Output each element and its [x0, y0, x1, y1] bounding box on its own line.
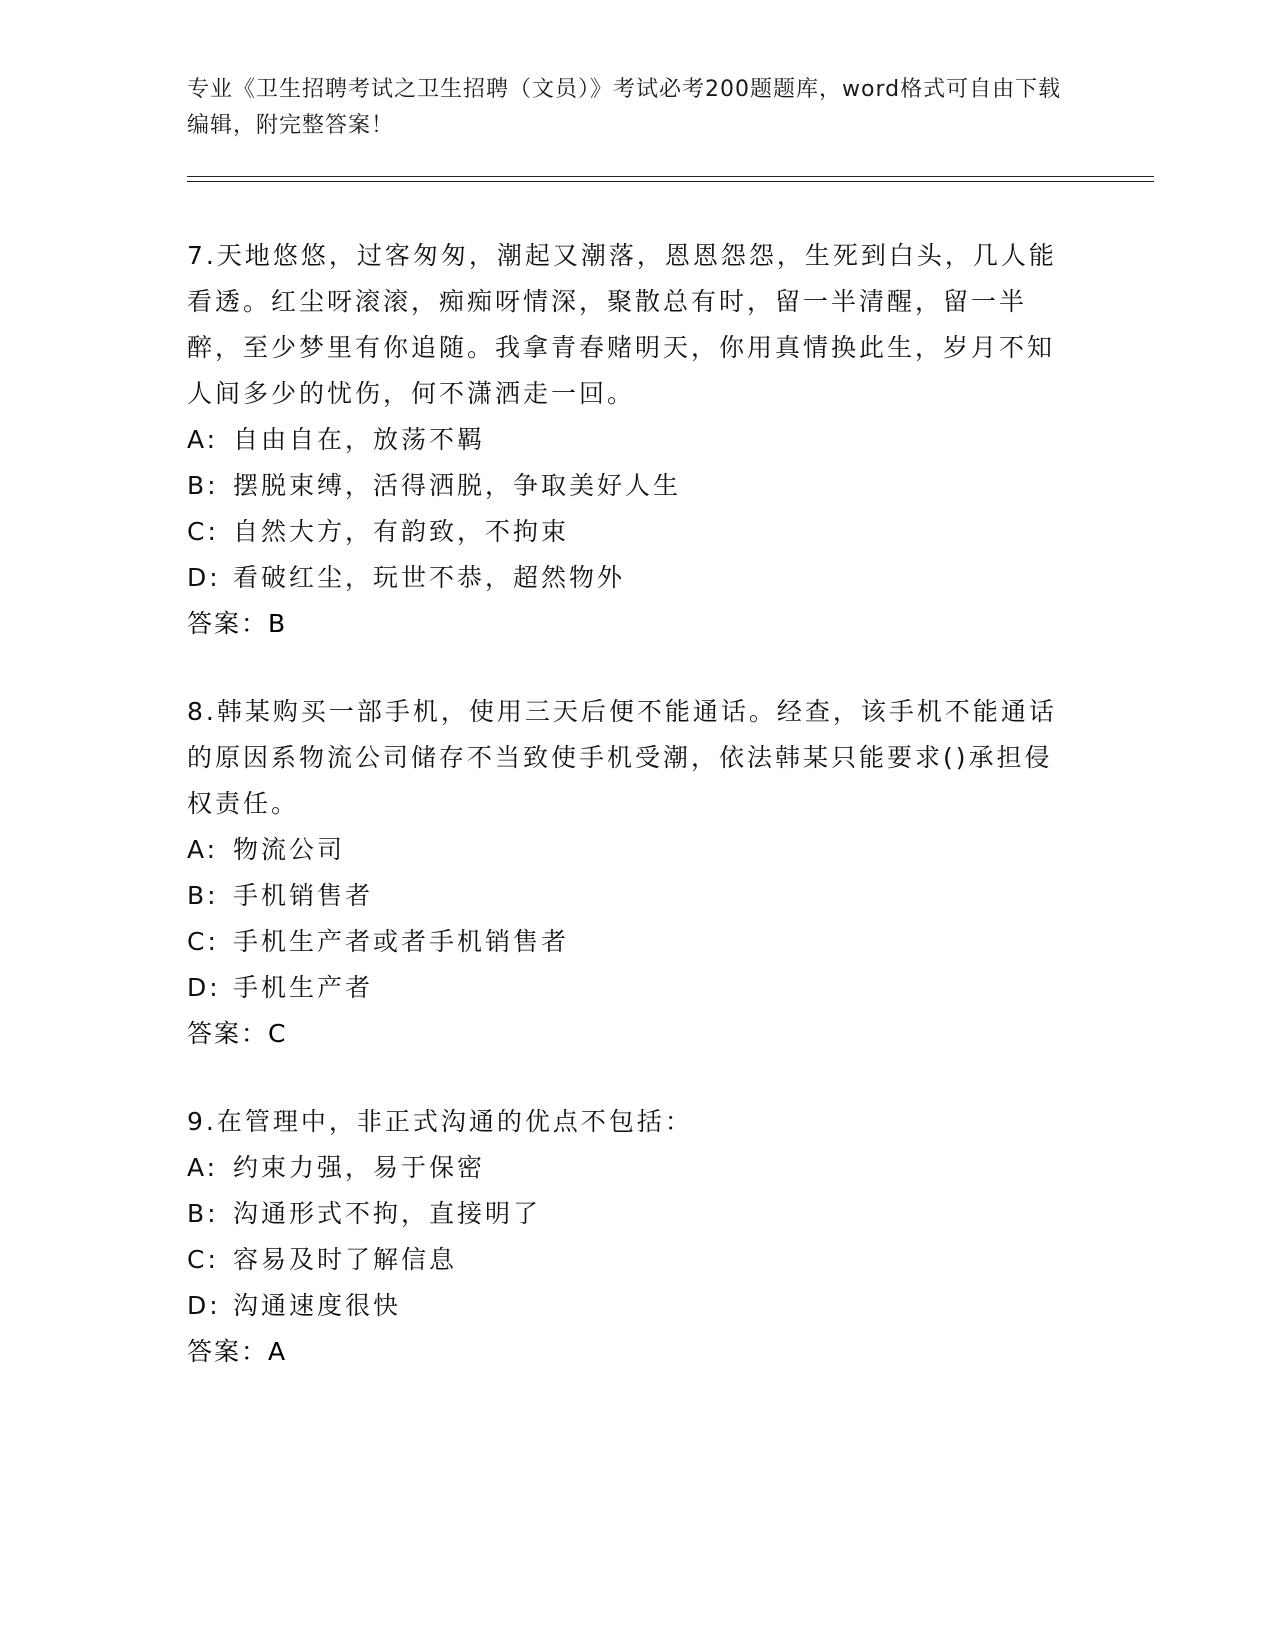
option-letter: B:: [187, 881, 219, 910]
question-stem: 8.韩某购买一部手机，使用三天后便不能通话。经查，该手机不能通话的原因系物流公司储存不当致使手机受潮，依法韩某只能要求()承担侵权责任。: [187, 697, 1057, 818]
option-letter: C:: [187, 1245, 219, 1274]
option-text: 自由自在，放荡不羁: [233, 425, 486, 454]
option-d: [187, 1283, 1067, 1329]
option-d: [187, 555, 1067, 601]
option-letter: D:: [187, 563, 221, 592]
option-c: [187, 919, 1067, 965]
question-block: [187, 1099, 1067, 1375]
option-d: [187, 965, 1067, 1011]
option-c: [187, 1237, 1067, 1283]
question-stem: 9.在管理中，非正式沟通的优点不包括：: [187, 1107, 693, 1136]
answer-line: 答案：A: [187, 1337, 288, 1366]
option-letter: A:: [187, 1153, 219, 1182]
question-stem: 7.天地悠悠，过客匆匆，潮起又潮落，恩恩怨怨，生死到白头，几人能看透。红尘呀滚滚，痴痴呀情深，聚散总有时，留一半清醒，留一半醉，至少梦里有你追随。我拿青春赌明天，你用真情换此生，岁月不知人间多少的忧伤，何不潇洒走一回。: [187, 241, 1057, 408]
option-b: [187, 463, 1067, 509]
header-divider-secondary: [187, 181, 1154, 182]
option-b: [187, 873, 1067, 919]
header-divider: [187, 176, 1154, 177]
option-letter: D:: [187, 973, 221, 1002]
option-text: 摆脱束缚，活得洒脱，争取美好人生: [233, 471, 682, 500]
option-text: 物流公司: [233, 835, 346, 864]
answer-line: 答案：C: [187, 1019, 288, 1048]
option-text: 手机生产者: [233, 973, 374, 1002]
option-letter: B:: [187, 1199, 219, 1228]
option-a: [187, 417, 1067, 463]
option-text: 看破红尘，玩世不恭，超然物外: [233, 563, 626, 592]
option-letter: D:: [187, 1291, 221, 1320]
question-block: [187, 233, 1067, 647]
document-header: 专业《卫生招聘考试之卫生招聘（文员）》考试必考200题题库，word格式可自由下载编辑，附完整答案！: [187, 77, 1062, 138]
option-text: 沟通形式不拘，直接明了: [233, 1199, 542, 1228]
option-letter: A:: [187, 425, 219, 454]
option-text: 手机生产者或者手机销售者: [233, 927, 570, 956]
option-letter: C:: [187, 517, 219, 546]
option-a: [187, 1145, 1067, 1191]
option-a: [187, 827, 1067, 873]
answer-line: 答案：B: [187, 609, 288, 638]
question-block: [187, 689, 1067, 1057]
option-text: 沟通速度很快: [233, 1291, 402, 1320]
option-letter: A:: [187, 835, 219, 864]
option-text: 容易及时了解信息: [233, 1245, 458, 1274]
option-text: 约束力强，易于保密: [233, 1153, 486, 1182]
option-letter: B:: [187, 471, 219, 500]
option-text: 手机销售者: [233, 881, 374, 910]
option-c: [187, 509, 1067, 555]
option-text: 自然大方，有韵致，不拘束: [233, 517, 570, 546]
option-letter: C:: [187, 927, 219, 956]
option-b: [187, 1191, 1067, 1237]
